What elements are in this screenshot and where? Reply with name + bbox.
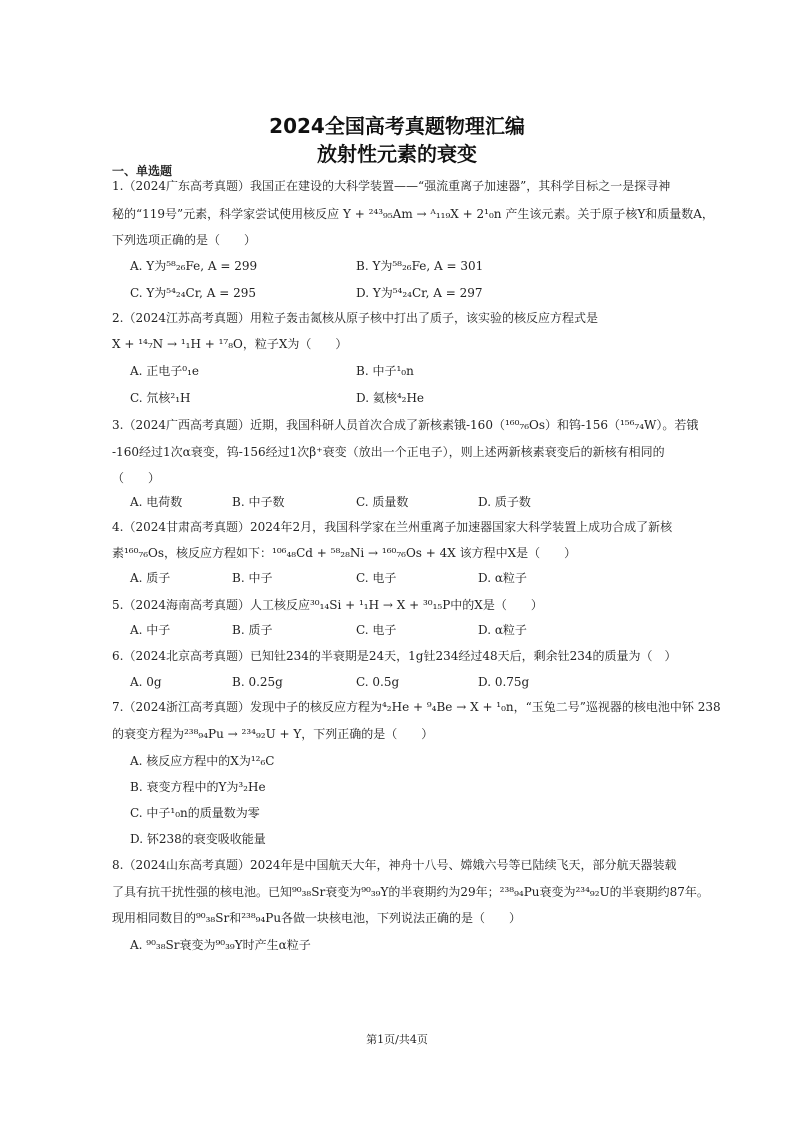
question-3-option-d: D. 质子数: [478, 495, 531, 509]
question-1-option-c: C. Y为⁵⁴₂₄Cr, A = 295: [130, 286, 257, 300]
question-7-option-b: B. 衰变方程中的Y为³₂He: [130, 780, 266, 794]
question-4-option-b: B. 中子: [232, 571, 273, 585]
question-7-line-1: 7.（2024浙江高考真题）发现中子的核反应方程为⁴₂He + ⁹₄Be → X + ¹₀n，“玉兔二号”巡视器的核电池中钚 238: [112, 700, 721, 714]
question-4-option-a: A. 质子: [130, 571, 171, 585]
question-7-option-d: D. 钚238的衰变吸收能量: [130, 832, 266, 846]
question-3-option-c: C. 质量数: [356, 495, 409, 509]
section-heading: 一、单选题: [112, 164, 173, 178]
question-4-line-2: 素¹⁶⁰₇₆Os，核反应方程如下：¹⁰⁶₄₈Cd + ⁵⁸₂₈Ni → ¹⁶⁰₇₆Os + 4X 该方程中X是（ ）: [112, 546, 577, 560]
question-1-text-a: 秘的“119号”元素，科学家尝试使用核反应: [112, 207, 340, 221]
question-1-option-b: B. Y为⁵⁸₂₆Fe, A = 301: [356, 259, 484, 273]
question-6-option-c: C. 0.5g: [356, 675, 400, 689]
question-1-line-2: [112, 206, 714, 222]
question-1-text-b: 产生该元素。关于原子核Y和质量数A，: [505, 207, 714, 221]
question-2-option-b: B. 中子¹₀n: [356, 364, 414, 378]
question-6-option-d: D. 0.75g: [478, 675, 530, 689]
question-2-line-1: 2.（2024江苏高考真题）用粒子轰击氮核从原子核中打出了质子，该实验的核反应方程式是: [112, 311, 598, 325]
question-4-option-c: C. 电子: [356, 571, 397, 585]
page-footer: 第1页/共4页: [366, 1033, 428, 1046]
question-3-line-1: 3.（2024广西高考真题）近期，我国科研人员首次合成了新核素锇-160（¹⁶⁰₇₆Os）和钨-156（¹⁵⁶₇₄W）。若锇: [112, 418, 699, 432]
question-2-option-c: C. 氘核²₁H: [130, 391, 191, 405]
question-3-line-3: （ ）: [112, 471, 161, 485]
question-8-option-a: A. ⁹⁰₃₈Sr衰变为⁹⁰₃₉Y时产生α粒子: [130, 938, 311, 952]
question-3-line-2: -160经过1次α衰变，钨-156经过1次β⁺衰变（放出一个正电子），则上述两新核素衰变后的新核有相同的: [112, 445, 665, 459]
question-8-line-2: 了具有抗干扰性强的核电池。已知⁹⁰₃₈Sr衰变为⁹⁰₃₉Y的半衰期约为29年；²³⁸₉₄Pu衰变为²³⁴₉₂U的半衰期约87年。: [112, 885, 709, 899]
question-8-line-3: 现用相同数目的⁹⁰₃₈Sr和²³⁸₉₄Pu各做一块核电池，下列说法正确的是（ ）: [112, 911, 522, 925]
question-5-option-d: D. α粒子: [478, 623, 527, 637]
question-6-option-a: A. 0g: [130, 675, 162, 689]
question-1-option-a: A. Y为⁵⁸₂₆Fe, A = 299: [130, 259, 258, 273]
question-2-line-2: X + ¹⁴₇N → ¹₁H + ¹⁷₈O，粒子X为（ ）: [112, 337, 348, 351]
question-1-line-3: 下列选项正确的是（ ）: [112, 233, 257, 247]
question-7-option-a: A. 核反应方程中的X为¹²₆C: [130, 754, 275, 768]
question-7-option-c: C. 中子¹₀n的质量数为零: [130, 806, 260, 820]
question-8-line-1: 8.（2024山东高考真题）2024年是中国航天大年，神舟十八号、嫦娥六号等已陆续飞天，部分航天器装载: [112, 858, 677, 872]
question-5-option-b: B. 质子: [232, 623, 273, 637]
question-1-line-1: 1.（2024广东高考真题）我国正在建设的大科学装置——“强流重离子加速器”，其科学目标之一是探寻神: [112, 179, 671, 193]
question-7-line-2: 的衰变方程为²³⁸₉₄Pu → ²³⁴₉₂U + Y，下列正确的是（ ）: [112, 727, 434, 741]
question-6-line-1: 6.（2024北京高考真题）已知钍234的半衰期是24天，1g钍234经过48天后，剩余钍234的质量为（ ）: [112, 649, 677, 663]
question-3-option-b: B. 中子数: [232, 495, 285, 509]
question-4-line-1: 4.（2024甘肃高考真题）2024年2月，我国科学家在兰州重离子加速器国家大科学装置上成功合成了新核: [112, 520, 673, 534]
question-6-option-b: B. 0.25g: [232, 675, 283, 689]
question-2-option-a: A. 正电子⁰₁e: [130, 364, 200, 378]
question-5-line-1: 5.（2024海南高考真题）人工核反应³⁰₁₄Si + ¹₁H → X + ³⁰₁₅P中的X是（ ）: [112, 598, 543, 612]
question-5-option-a: A. 中子: [130, 623, 171, 637]
question-1-equation: Y + ²⁴³₉₅Am → ᴬ₁₁₉X + 2¹₀n: [343, 207, 502, 221]
page-title: 2024全国高考真题物理汇编: [269, 114, 525, 138]
question-4-option-d: D. α粒子: [478, 571, 527, 585]
question-2-option-d: D. 氦核⁴₂He: [356, 391, 425, 405]
question-1-option-d: D. Y为⁵⁴₂₄Cr, A = 297: [356, 286, 483, 300]
question-5-option-c: C. 电子: [356, 623, 397, 637]
page-subtitle: 放射性元素的衰变: [317, 142, 477, 166]
question-3-option-a: A. 电荷数: [130, 495, 183, 509]
